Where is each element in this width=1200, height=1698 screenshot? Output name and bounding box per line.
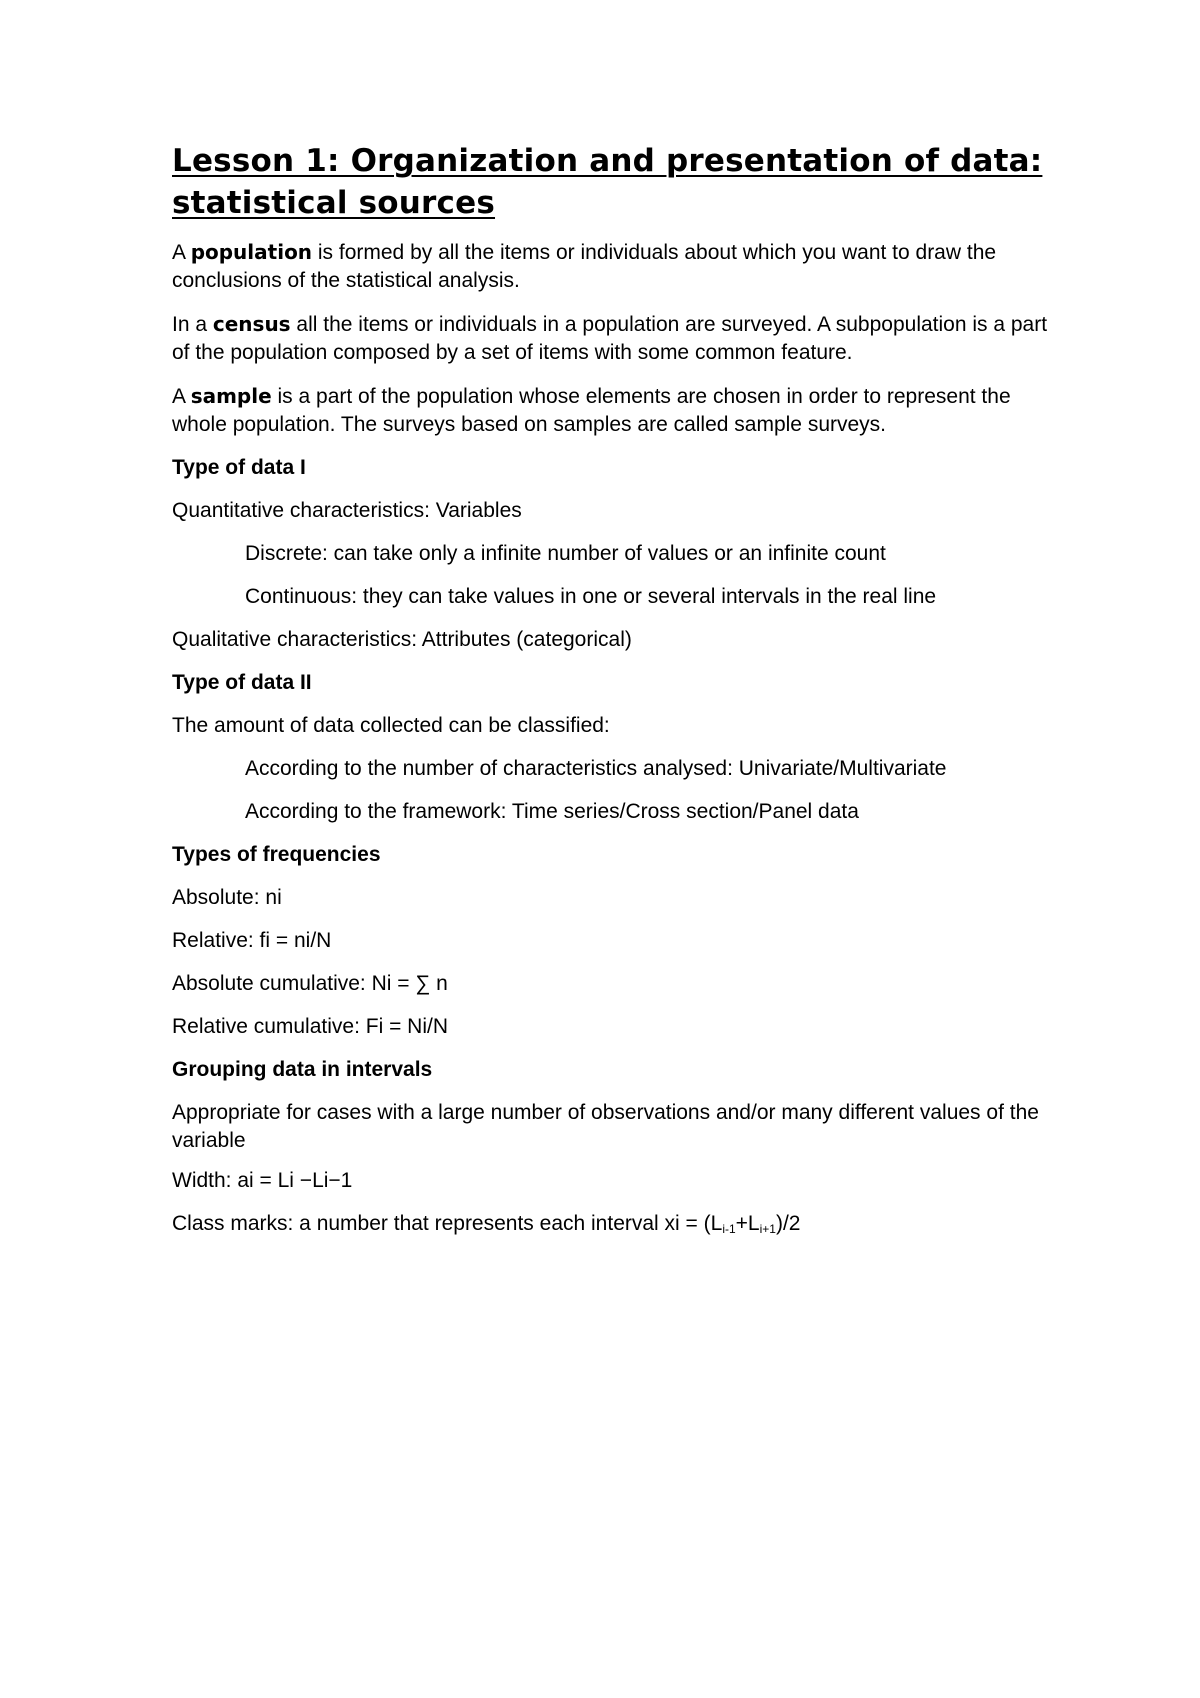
classification-intro: The amount of data collected can be classified: — [172, 714, 610, 737]
qualitative-line: Qualitative characteristics: Attributes (categorical) — [172, 628, 632, 651]
class-marks-close: )/2 — [775, 1212, 801, 1235]
type-data-2-heading: Type of data II — [172, 671, 312, 694]
sample-post: is a part of the population whose elements are chosen in order to represent the whole population. The surveys based on samples are called sample surveys. — [172, 385, 1011, 436]
type-data-1-heading: Type of data I — [172, 456, 306, 479]
subscript-i-minus-1: i-1 — [722, 1222, 736, 1236]
grouping-heading: Grouping data in intervals — [172, 1058, 433, 1081]
sample-term: sample — [190, 384, 272, 408]
discrete-line: Discrete: can take only a infinite number of values or an infinite count — [245, 542, 886, 565]
population-term: population — [190, 240, 313, 264]
population-paragraph — [172, 238, 1052, 295]
lesson-title: Lesson 1: Organization and presentation of data: statistical sources — [172, 143, 1043, 221]
relative-frequency: Relative: fi = ni/N — [172, 929, 332, 952]
population-post: is formed by all the items or individuals about which you want to draw the conclusions of the statistical analysis. — [172, 241, 997, 292]
quantitative-line: Quantitative characteristics: Variables — [172, 499, 522, 522]
characteristics-line: According to the number of characteristics analysed: Univariate/Multivariate — [245, 757, 947, 780]
grouping-appropriate: Appropriate for cases with a large number of observations and/or many different values of the variable — [172, 1101, 1039, 1152]
relative-cumulative-frequency: Relative cumulative: Fi = Ni/N — [172, 1015, 449, 1038]
absolute-frequency: Absolute: ni — [172, 886, 282, 909]
population-pre: A — [172, 241, 191, 264]
absolute-cumulative-frequency: Absolute cumulative: Ni = ∑ n — [172, 972, 448, 995]
frequencies-heading: Types of frequencies — [172, 843, 381, 866]
class-marks-pre: Class marks: a number that represents each interval xi = (L — [172, 1212, 723, 1235]
census-pre: In a — [172, 313, 213, 336]
census-post: all the items or individuals in a population are surveyed. A subpopulation is a part of the population composed by a set of items with some common feature. — [172, 313, 1048, 364]
class-marks-formula — [172, 1210, 1052, 1238]
framework-line: According to the framework: Time series/Cross section/Panel data — [245, 800, 859, 823]
sample-pre: A — [172, 385, 191, 408]
document-page — [172, 140, 1052, 1253]
continuous-line: Continuous: they can take values in one or several intervals in the real line — [245, 585, 937, 608]
census-paragraph — [172, 310, 1052, 367]
sample-paragraph — [172, 382, 1052, 439]
subscript-i-plus-1: i+1 — [759, 1222, 776, 1236]
census-term: census — [212, 312, 291, 336]
class-marks-plus: +L — [735, 1212, 760, 1235]
width-formula: Width: ai = Li −Li−1 — [172, 1169, 353, 1192]
